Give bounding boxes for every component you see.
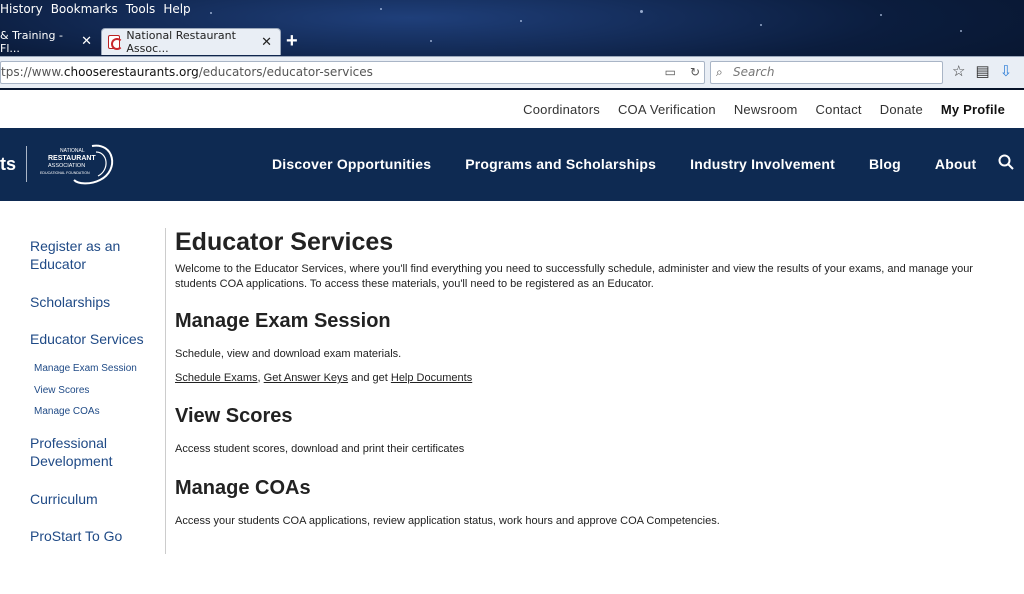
menu-help[interactable]: Help: [163, 2, 191, 16]
star: [640, 10, 643, 13]
nav-donate[interactable]: Donate: [879, 102, 923, 117]
star: [210, 12, 212, 14]
main-nav: [0, 128, 1024, 201]
star: [380, 8, 382, 10]
intro-text: Welcome to the Educator Services, where you'll find everything you need to successfully schedule, administer and view the results of your exams, and manage your students COA applications. To access these materials, you'll need to be registered as an Educator.: [175, 263, 973, 290]
manage-coas-text: Access your students COA applications, review application status, work hours and approve COA Competencies.: [175, 515, 720, 527]
menu-bar: [0, 0, 191, 18]
sidebar-item-educator-services[interactable]: Educator Services: [30, 331, 144, 347]
logo-line-3: ASSOCIATION: [48, 163, 86, 169]
menu-bookmarks[interactable]: Bookmarks: [50, 2, 118, 16]
tab-training[interactable]: [0, 28, 100, 55]
schedule-exams-link[interactable]: Schedule Exams: [175, 372, 258, 384]
nav-discover-opportunities[interactable]: Discover Opportunities: [272, 155, 432, 172]
heading-manage-coas: Manage COAs: [175, 477, 311, 499]
heading-view-scores: View Scores: [175, 405, 293, 427]
bookmark-star-icon[interactable]: ☆: [952, 63, 966, 80]
tab-bar: [0, 28, 1024, 56]
search-bar[interactable]: [710, 61, 943, 84]
tab-national-restaurant[interactable]: [101, 28, 281, 55]
nav-my-profile[interactable]: My Profile: [940, 102, 1005, 117]
reload-icon[interactable]: ↻: [689, 65, 700, 79]
search-placeholder: Search: [733, 65, 775, 79]
menu-history[interactable]: History: [0, 2, 43, 16]
menu-tools[interactable]: Tools: [125, 2, 156, 16]
close-icon[interactable]: ✕: [81, 34, 92, 49]
search-icon: ⌕: [716, 65, 723, 79]
close-icon[interactable]: ✕: [261, 34, 272, 50]
exam-session-links: [175, 372, 472, 384]
exam-session-text: Schedule, view and download exam materials.: [175, 348, 402, 360]
tab-title: National Restaurant Assoc...: [126, 29, 236, 55]
star: [760, 24, 762, 26]
toolbar-icons: [952, 62, 1012, 80]
url-prefix: tps://www.: [1, 65, 64, 79]
sidebar-subitem-manage-exam-session[interactable]: Manage Exam Session: [34, 363, 137, 374]
nra-foundation-logo[interactable]: [34, 140, 118, 188]
reader-view-icon[interactable]: ▭: [664, 65, 676, 79]
link-separator: and get: [348, 372, 391, 384]
tab-title: & Training - Fl...: [0, 28, 63, 55]
get-answer-keys-link[interactable]: Get Answer Keys: [263, 372, 349, 384]
nav-about[interactable]: About: [934, 155, 977, 172]
brand-divider: [26, 146, 27, 182]
star: [880, 14, 882, 16]
help-documents-link[interactable]: Help Documents: [390, 372, 473, 384]
utility-nav: [0, 90, 1024, 128]
sidebar-item-scholarships[interactable]: Scholarships: [30, 294, 111, 310]
nav-contact[interactable]: Contact: [815, 102, 862, 117]
new-tab-icon[interactable]: +: [286, 30, 298, 52]
sidebar-item-professional-development[interactable]: Professional Development: [30, 435, 113, 469]
url-bar[interactable]: [0, 61, 705, 84]
nav-programs-scholarships[interactable]: Programs and Scholarships: [465, 155, 657, 172]
nav-blog[interactable]: Blog: [868, 155, 901, 172]
sidebar: [0, 228, 166, 554]
search-icon[interactable]: [998, 154, 1014, 170]
download-icon[interactable]: ⇩: [999, 63, 1013, 80]
link-separator: ,: [257, 372, 264, 384]
nra-favicon-icon: [108, 35, 120, 49]
nav-coa-verification[interactable]: COA Verification: [617, 102, 716, 117]
url-icons: [665, 62, 700, 83]
nav-coordinators[interactable]: Coordinators: [523, 102, 600, 117]
sidebar-subitem-manage-coas[interactable]: Manage COAs: [34, 406, 100, 417]
brand-text: ts: [0, 154, 17, 174]
browser-chrome: [0, 0, 1024, 90]
nav-newsroom[interactable]: Newsroom: [733, 102, 798, 117]
sidebar-item-curriculum[interactable]: Curriculum: [30, 491, 98, 507]
heading-manage-exam-session: Manage Exam Session: [175, 310, 391, 332]
sidebar-item-prostart-to-go[interactable]: ProStart To Go: [30, 528, 123, 544]
view-scores-text: Access student scores, download and print their certificates: [175, 443, 465, 455]
page-title: Educator Services: [175, 228, 394, 256]
sidebar-subitem-view-scores[interactable]: View Scores: [34, 385, 90, 396]
url-domain: chooserestaurants.org: [63, 65, 199, 79]
browser-navbar: [0, 56, 1024, 88]
logo-line-1: NATIONAL: [60, 148, 85, 154]
logo-line-2: RESTAURANT: [48, 155, 96, 162]
reading-list-icon[interactable]: ▤: [975, 63, 990, 80]
logo-line-4: EDUCATIONAL FOUNDATION: [40, 171, 90, 175]
sidebar-item-register-educator[interactable]: Register as an Educator: [30, 238, 121, 272]
star: [520, 20, 522, 22]
nav-industry-involvement[interactable]: Industry Involvement: [690, 155, 835, 172]
url-path: /educators/educator-services: [198, 65, 373, 79]
